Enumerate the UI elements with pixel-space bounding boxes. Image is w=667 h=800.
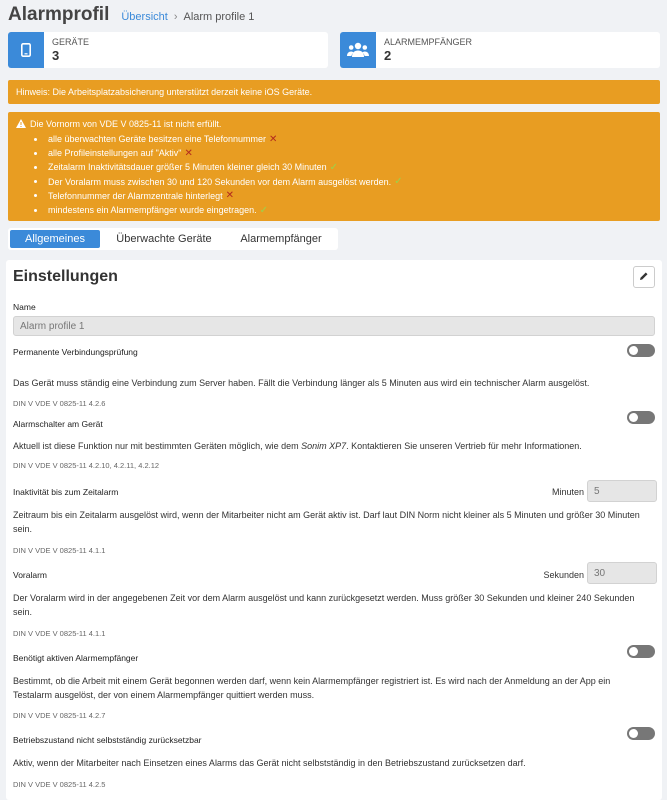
users-icon (340, 32, 376, 68)
check-icon: ✓ (394, 176, 403, 188)
alarm-receivers-stat-value: 2 (384, 48, 392, 63)
alarm-switch-norm-ref: DIN V VDE V 0825-11 4.2.10, 4.2.11, 4.2.12 (13, 461, 160, 470)
inactivity-unit: Minuten (551, 487, 584, 497)
pre-alarm-unit: Sekunden (543, 570, 584, 580)
vde-checklist-item (34, 189, 652, 203)
alarm-receivers-stat-card[interactable] (340, 32, 660, 68)
cross-icon: ✕ (184, 147, 193, 159)
ios-notice-text: Hinweis: Die Arbeitsplatzabsicherung unterstützt derzeit keine iOS Geräte. (16, 87, 313, 97)
tab-bar (8, 228, 338, 250)
vde-checklist-text: Zeitalarm Inaktivitätsdauer größer 5 Minuten kleiner gleich 30 Minuten (48, 162, 327, 173)
operating-state-description: Aktiv, wenn der Mitarbeiter nach Einsetzen eines Alarms das Gerät nicht selbstständig in den Betriebszustand zurücksetzen darf. (13, 758, 526, 768)
bullet-icon (34, 194, 37, 197)
vde-checklist-text: Der Voralarm muss zwischen 30 und 120 Sekunden vor dem Alarm ausgelöst werden. (48, 176, 392, 187)
alarm-switch-toggle[interactable] (627, 411, 655, 424)
warning-icon (16, 119, 26, 130)
cross-icon: ✕ (268, 133, 278, 145)
permanent-connection-toggle[interactable] (627, 344, 655, 357)
inactivity-description: Zeitraum bis ein Zeitalarm ausgelöst wird, wenn der Mitarbeiter nicht am Gerät aktiv ist. Darf laut DIN Norm nicht kleiner als 5 Minuten und größer 30 Minuten sein. (13, 510, 640, 534)
toggle-knob (629, 346, 638, 355)
active-receiver-norm-ref: DIN V VDE V 0825-11 4.2.7 (13, 711, 106, 720)
toggle-knob (629, 647, 638, 656)
vde-warning (8, 112, 660, 221)
inactivity-minutes-input[interactable] (587, 480, 657, 502)
toggle-knob (629, 413, 638, 422)
operating-state-toggle[interactable] (627, 727, 655, 740)
permanent-connection-label: Permanente Verbindungsprüfung (13, 347, 138, 357)
settings-title: Einstellungen (13, 268, 118, 285)
check-icon: ✓ (259, 204, 269, 216)
vde-checklist-item (34, 175, 652, 189)
permanent-connection-norm-ref: DIN V VDE V 0825-11 4.2.6 (13, 399, 106, 408)
vde-checklist-item (34, 132, 652, 146)
devices-stat-card[interactable] (8, 32, 328, 68)
tab-alarm-receivers[interactable]: Alarmempfänger (240, 233, 322, 245)
pencil-icon (639, 271, 649, 284)
ios-notice (8, 80, 660, 104)
devices-stat-label: GERÄTE (52, 37, 90, 47)
check-icon: ✓ (329, 161, 339, 173)
toggle-knob (629, 729, 638, 738)
name-label: Name (13, 302, 36, 312)
vde-warning-heading: Die Vornorm von VDE V 0825-11 ist nicht erfüllt. (30, 119, 222, 129)
settings-card (6, 260, 662, 800)
bullet-icon (34, 180, 37, 183)
page-title: Alarmprofil (8, 4, 110, 25)
breadcrumb-separator: › (173, 11, 178, 23)
operating-state-label: Betriebszustand nicht selbstständig zurücksetzbar (13, 735, 202, 745)
vde-checklist (34, 132, 652, 217)
bullet-icon (34, 209, 37, 212)
vde-checklist-item (34, 160, 652, 174)
bullet-icon (34, 166, 37, 169)
active-receiver-toggle[interactable] (627, 645, 655, 658)
devices-stat-value: 3 (52, 48, 60, 63)
pre-alarm-description: Der Voralarm wird in der angegebenen Zeit vor dem Alarm ausgelöst und kann zurückgesetzt werden. Muss größer 30 Sekunden und kleiner 240 Sekunden sein. (13, 593, 635, 617)
tab-general[interactable]: Allgemeines (10, 230, 100, 248)
active-receiver-description: Bestimmt, ob die Arbeit mit einem Gerät begonnen werden darf, wenn kein Alarmempfänger registriert ist. Es wird nach der Anmeldung an der App ein Testalarm ausgelöst, der von einem Alarmempfänger quittiert werden muss. (13, 676, 611, 700)
tab-monitored-devices[interactable]: Überwachte Geräte (116, 233, 212, 245)
bullet-icon (34, 138, 37, 141)
name-field[interactable] (13, 316, 655, 336)
alarm-receivers-stat-label: ALARMEMPFÄNGER (384, 37, 473, 47)
vde-checklist-text: mindestens ein Alarmempfänger wurde eingetragen. (48, 205, 257, 216)
vde-checklist-text: Telefonnummer der Alarmzentrale hinterlegt (48, 190, 223, 201)
vde-checklist-item (34, 203, 652, 217)
page-header (8, 4, 254, 28)
pre-alarm-norm-ref: DIN V VDE V 0825-11 4.1.1 (13, 629, 106, 638)
breadcrumb-overview-link[interactable]: Übersicht (121, 11, 168, 23)
cross-icon: ✕ (225, 190, 234, 202)
edit-button[interactable] (633, 266, 655, 288)
bullet-icon (34, 152, 37, 155)
pre-alarm-label: Voralarm (13, 570, 48, 580)
vde-checklist-text: alle überwachten Geräte besitzen eine Telefonnummer (48, 134, 266, 145)
operating-state-norm-ref: DIN V VDE V 0825-11 4.2.5 (13, 780, 106, 789)
permanent-connection-description: Das Gerät muss ständig eine Verbindung zum Server haben. Fällt die Verbindung länger als 5 Minuten aus wird ein technischer Alarm ausgelöst. (13, 378, 590, 388)
breadcrumb-current: Alarm profile 1 (183, 11, 255, 23)
device-model-name: Sonim XP7 (301, 441, 347, 451)
pre-alarm-seconds-input[interactable] (587, 562, 657, 584)
alarm-switch-text: Aktuell ist diese Funktion nur mit bestimmten Geräten möglich, wie dem (13, 441, 302, 451)
inactivity-norm-ref: DIN V VDE V 0825-11 4.1.1 (13, 546, 106, 555)
inactivity-label: Inaktivität bis zum Zeitalarm (13, 487, 119, 497)
alarm-switch-text-end: . Kontaktieren Sie unseren Vertrieb für mehr Informationen. (346, 441, 582, 451)
phone-icon (8, 32, 44, 68)
vde-checklist-text: alle Profileinstellungen auf "Aktiv" (48, 148, 182, 159)
alarm-switch-label: Alarmschalter am Gerät (13, 419, 103, 429)
vde-checklist-item (34, 146, 652, 160)
alarm-switch-description (13, 439, 653, 453)
active-receiver-label: Benötigt aktiven Alarmempfänger (13, 653, 139, 663)
